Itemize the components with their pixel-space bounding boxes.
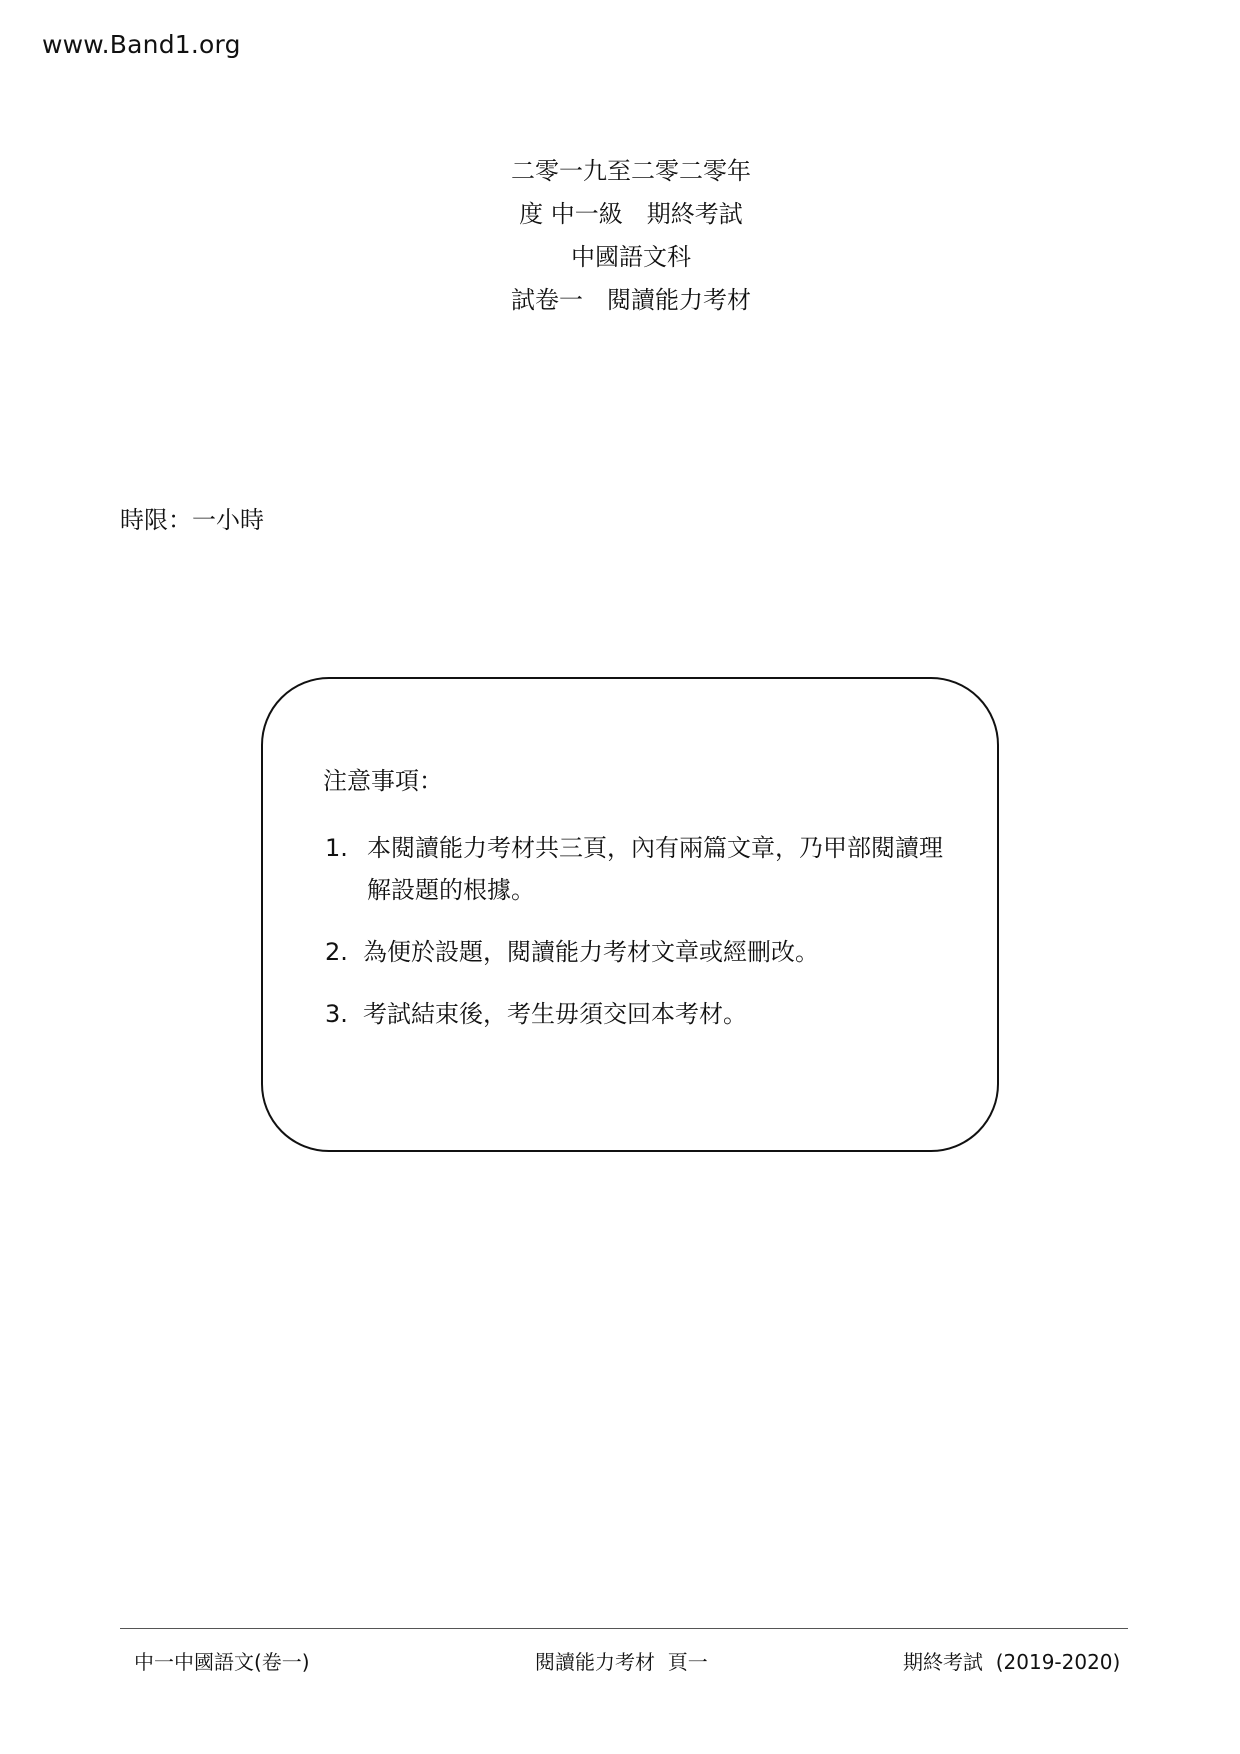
exam-title-year: 二零一九至二零二零年 [511, 157, 751, 185]
footer-course: 中一中國語文(卷一) [134, 1650, 310, 1674]
notice-item [325, 827, 965, 911]
notice-item-text: 為便於設題，閱讀能力考材文章或經刪改。 [363, 938, 819, 966]
exam-title-grade: 度 中一級 期終考試 [519, 200, 743, 228]
exam-title-subject: 中國語文科 [571, 243, 691, 271]
notice-list [325, 827, 965, 1055]
footer-exam: 期終考試 (2019-2020) [903, 1650, 1121, 1674]
exam-title-block [0, 150, 1240, 322]
notice-item-text: 本閱讀能力考材共三頁，內有兩篇文章，乃甲部閱讀理解設題的根據。 [367, 834, 943, 904]
notice-item-number: 2. [325, 938, 348, 966]
exam-title-paper: 試卷一 閱讀能力考材 [511, 286, 751, 314]
notice-item-text: 考試結束後，考生毋須交回本考材。 [363, 1000, 747, 1028]
notice-item-number: 3. [325, 1000, 348, 1028]
notice-box [261, 677, 999, 1152]
notice-item-number: 1. [325, 834, 348, 862]
notice-heading: 注意事項： [323, 767, 443, 795]
watermark-url: www.Band1.org [42, 30, 241, 59]
notice-item [325, 993, 965, 1035]
footer-page: 閱讀能力考材 頁一 [535, 1650, 708, 1674]
notice-item [325, 931, 965, 973]
time-limit: 時限：一小時 [120, 506, 264, 534]
footer-divider [120, 1628, 1128, 1629]
